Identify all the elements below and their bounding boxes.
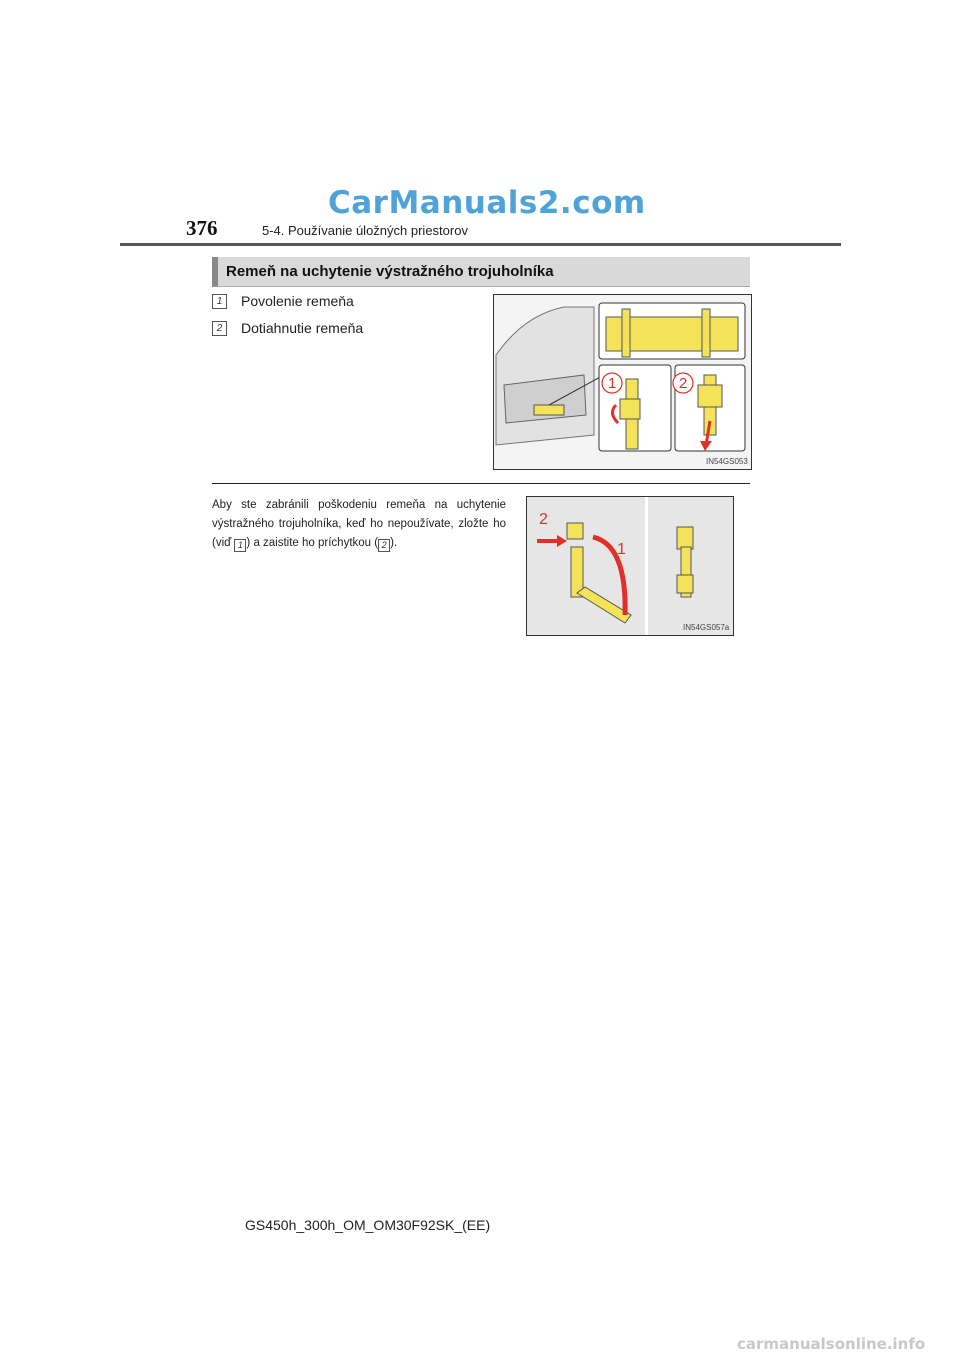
paragraph-text-1: Aby ste zabránili poškodeniu remeňa na uchytenie výstražného trojuholníka, keď ho nepoužívate, zložte ho (viď (212, 499, 506, 549)
section-divider (212, 483, 750, 484)
figure2-code: IN54GS057a (683, 623, 730, 632)
page-number: 376 (186, 216, 218, 240)
step-item-2 (212, 320, 363, 336)
subsection-heading: Remeň na uchytenie výstražného trojuholníka (226, 263, 554, 280)
header-rule (120, 243, 841, 246)
step-number-2: 2 (212, 321, 227, 336)
figure2-callout-2: 2 (539, 511, 548, 528)
figure1-callout-1: 1 (608, 375, 617, 392)
strap-adjust-illustration (494, 295, 751, 469)
step-label-1: Povolenie remeňa (241, 293, 354, 309)
figure1-callout-2: 2 (679, 375, 688, 392)
figure-strap-fold (526, 496, 734, 636)
paragraph-text-3: ). (390, 537, 398, 549)
section-title: 5-4. Používanie úložných priestorov (262, 223, 468, 238)
instruction-paragraph (212, 496, 506, 553)
strap-fold-illustration (527, 497, 733, 635)
paragraph-text-2: ) a zaistite ho príchytkou ( (246, 537, 379, 549)
paragraph-ref-2: 2 (378, 539, 390, 552)
step-item-1 (212, 293, 354, 309)
watermark-logo-bottom[interactable]: carmanualsonline.info (737, 1335, 926, 1353)
paragraph-ref-1: 1 (234, 539, 246, 552)
step-label-2: Dotiahnutie remeňa (241, 320, 364, 336)
figure2-callout-1: 1 (617, 541, 626, 558)
subsection-heading-bar (212, 257, 750, 287)
document-footer-code: GS450h_300h_OM_OM30F92SK_(EE) (245, 1217, 491, 1233)
watermark-logo-top[interactable]: CarManuals2.com (328, 185, 646, 221)
step-number-1: 1 (212, 294, 227, 309)
figure1-code: IN54GS053 (706, 457, 748, 466)
figure-strap-adjust (493, 294, 752, 470)
